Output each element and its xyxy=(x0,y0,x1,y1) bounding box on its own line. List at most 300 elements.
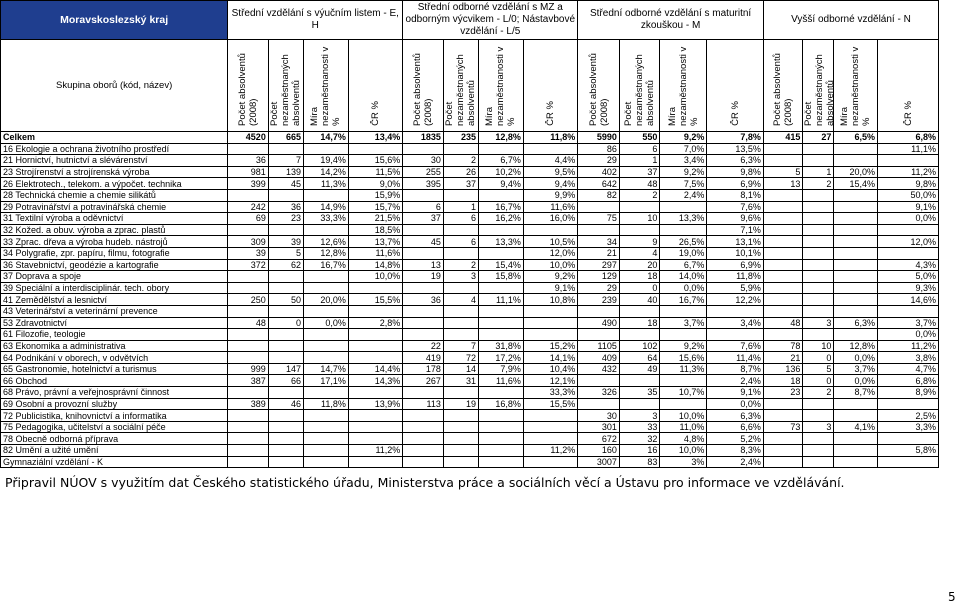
table-cell xyxy=(443,456,478,468)
table-cell: 1835 xyxy=(403,132,444,144)
table-cell: 3,4% xyxy=(707,317,764,329)
table-cell xyxy=(268,456,303,468)
row-label: 36 Stavebnictví, geodézie a kartografie xyxy=(1,259,228,271)
table-cell xyxy=(660,329,707,341)
table-cell xyxy=(834,433,878,445)
table-cell xyxy=(523,433,577,445)
table-cell xyxy=(878,224,939,236)
table-cell: 250 xyxy=(228,294,269,306)
table-cell: 45 xyxy=(403,236,444,248)
table-cell: 6,5% xyxy=(834,132,878,144)
table-cell: 37 xyxy=(443,178,478,190)
table-cell: 23 xyxy=(763,387,802,399)
row-label: 28 Technická chemie a chemie silikátů xyxy=(1,189,228,201)
table-cell: 7,0% xyxy=(660,143,707,155)
table-cell: 7,6% xyxy=(707,201,764,213)
table-cell: 18,5% xyxy=(348,224,402,236)
table-cell: 10,7% xyxy=(660,387,707,399)
table-cell: 3,8% xyxy=(878,352,939,364)
group-header-l: Střední odborné vzdělání s MZ a odborným výcvikem - L/0; Nástavbové vzdělání - L/5 xyxy=(403,1,578,40)
table-cell: 10 xyxy=(619,213,660,225)
table-cell: 26,5% xyxy=(660,236,707,248)
table-row xyxy=(1,363,939,375)
table-cell xyxy=(304,445,349,457)
table-cell: 73 xyxy=(763,421,802,433)
table-cell: 5,9% xyxy=(707,282,764,294)
table-cell: 301 xyxy=(578,421,620,433)
table-cell xyxy=(443,317,478,329)
table-cell xyxy=(834,247,878,259)
table-cell xyxy=(803,189,834,201)
table-cell: 11,4% xyxy=(707,352,764,364)
table-cell: 6,8% xyxy=(878,375,939,387)
table-cell: 14 xyxy=(443,363,478,375)
row-label: 75 Pedagogika, učitelství a sociální péče xyxy=(1,421,228,433)
row-label: 31 Textilní výroba a oděvnictví xyxy=(1,213,228,225)
table-cell xyxy=(443,421,478,433)
table-cell: 665 xyxy=(268,132,303,144)
table-cell: 6,9% xyxy=(707,178,764,190)
column-header-n-cr xyxy=(878,40,939,132)
table-cell: 9,2% xyxy=(660,340,707,352)
row-label: Celkem xyxy=(1,132,228,144)
table-cell: 8,7% xyxy=(834,387,878,399)
table-row xyxy=(1,305,939,317)
table-cell: 2,5% xyxy=(878,410,939,422)
table-cell: 11,3% xyxy=(304,178,349,190)
table-cell xyxy=(803,398,834,410)
column-header-eh-cr xyxy=(348,40,402,132)
table-cell xyxy=(803,305,834,317)
table-cell xyxy=(268,410,303,422)
table-row xyxy=(1,352,939,364)
table-cell xyxy=(443,189,478,201)
table-row xyxy=(1,282,939,294)
table-cell: 9,0% xyxy=(348,178,402,190)
table-cell: 8,9% xyxy=(878,387,939,399)
table-cell: 62 xyxy=(268,259,303,271)
table-cell xyxy=(228,340,269,352)
table-cell: 10,5% xyxy=(523,236,577,248)
table-cell: 7 xyxy=(443,340,478,352)
table-cell xyxy=(304,329,349,341)
table-cell: 9,1% xyxy=(523,282,577,294)
table-cell xyxy=(443,387,478,399)
table-cell: 11,2% xyxy=(878,340,939,352)
table-cell xyxy=(403,247,444,259)
table-cell xyxy=(228,352,269,364)
table-cell: 4,7% xyxy=(878,363,939,375)
row-label: 65 Gastronomie, hotelnictví a turismus xyxy=(1,363,228,375)
table-cell xyxy=(578,224,620,236)
table-cell: 3,7% xyxy=(834,363,878,375)
table-cell: 13,3% xyxy=(479,236,524,248)
table-cell xyxy=(878,155,939,167)
table-cell xyxy=(268,143,303,155)
table-cell: 48 xyxy=(763,317,802,329)
table-cell: 12,8% xyxy=(304,247,349,259)
row-label: 68 Právo, právní a veřejnosprávní činnost xyxy=(1,387,228,399)
table-cell: 9,6% xyxy=(707,213,764,225)
table-cell: 2,8% xyxy=(348,317,402,329)
table-cell xyxy=(619,224,660,236)
table-cell: 6,3% xyxy=(707,155,764,167)
table-row xyxy=(1,317,939,329)
table-cell xyxy=(479,143,524,155)
table-cell xyxy=(403,329,444,341)
table-cell: 3007 xyxy=(578,456,620,468)
column-header-label: Počet absolventů (2008) xyxy=(772,53,795,126)
table-cell: 86 xyxy=(578,143,620,155)
header-row-groups xyxy=(1,1,939,40)
table-cell: 14,9% xyxy=(304,201,349,213)
table-cell: 9,3% xyxy=(878,282,939,294)
table-cell: 2,4% xyxy=(660,189,707,201)
table-cell: 490 xyxy=(578,317,620,329)
column-header-label: Míra nezaměstnanosti v % xyxy=(839,46,873,126)
table-cell xyxy=(803,259,834,271)
column-header-label: Počet nezaměstnaných absolventů xyxy=(444,54,478,126)
table-cell: 297 xyxy=(578,259,620,271)
table-cell: 16,8% xyxy=(479,398,524,410)
table-cell xyxy=(803,445,834,457)
table-cell: 432 xyxy=(578,363,620,375)
table-cell xyxy=(619,375,660,387)
table-cell: 6,7% xyxy=(660,259,707,271)
table-cell xyxy=(228,282,269,294)
table-cell xyxy=(763,410,802,422)
table-cell: 6,3% xyxy=(834,317,878,329)
table-cell: 3 xyxy=(443,271,478,283)
table-cell: 389 xyxy=(228,398,269,410)
table-cell xyxy=(228,305,269,317)
table-cell xyxy=(228,456,269,468)
table-cell xyxy=(403,317,444,329)
table-cell: 19 xyxy=(443,398,478,410)
row-label: 82 Umění a užité umění xyxy=(1,445,228,457)
column-header-m-cr xyxy=(707,40,764,132)
table-cell xyxy=(443,410,478,422)
table-cell: 7 xyxy=(268,155,303,167)
table-cell: 13,3% xyxy=(660,213,707,225)
table-cell: 15,7% xyxy=(348,201,402,213)
table-cell xyxy=(228,189,269,201)
table-cell xyxy=(763,398,802,410)
table-cell xyxy=(479,305,524,317)
table-cell xyxy=(443,445,478,457)
table-row xyxy=(1,247,939,259)
table-cell xyxy=(578,398,620,410)
table-cell xyxy=(403,433,444,445)
table-cell: 46 xyxy=(268,398,303,410)
table-cell: 13,1% xyxy=(707,236,764,248)
table-cell xyxy=(834,259,878,271)
table-cell xyxy=(803,456,834,468)
table-cell: 3,3% xyxy=(878,421,939,433)
table-cell xyxy=(268,189,303,201)
table-cell xyxy=(803,224,834,236)
column-header-l-mira xyxy=(479,40,524,132)
column-header-label: Počet nezaměstnaných absolventů xyxy=(269,54,303,126)
table-cell: 5,0% xyxy=(878,271,939,283)
table-cell: 27 xyxy=(803,132,834,144)
table-cell xyxy=(834,329,878,341)
column-header-m-nezamestnani xyxy=(619,40,660,132)
table-cell: 10,8% xyxy=(523,294,577,306)
source-note: Připravil NÚOV s využitím dat Českého statistického úřadu, Ministerstva práce a sociálních věcí a Ústavu pro informace ve vzdělávání. xyxy=(5,475,845,490)
column-header-eh-nezamestnani xyxy=(268,40,303,132)
table-row xyxy=(1,236,939,248)
table-cell: 11,3% xyxy=(660,363,707,375)
table-cell: 36 xyxy=(268,201,303,213)
table-cell: 20,0% xyxy=(304,294,349,306)
table-cell xyxy=(763,433,802,445)
table-cell: 8,3% xyxy=(707,445,764,457)
table-cell: 2 xyxy=(443,155,478,167)
table-cell: 136 xyxy=(763,363,802,375)
table-cell: 29 xyxy=(578,155,620,167)
table-cell: 139 xyxy=(268,166,303,178)
column-header-l-absolventi xyxy=(403,40,444,132)
table-row xyxy=(1,271,939,283)
table-cell xyxy=(763,329,802,341)
table-cell: 399 xyxy=(228,178,269,190)
column-header-label: Míra nezaměstnanosti v % xyxy=(309,46,343,126)
table-cell xyxy=(834,445,878,457)
table-cell: 30 xyxy=(403,155,444,167)
table-cell: 7,1% xyxy=(707,224,764,236)
table-cell: 37 xyxy=(619,166,660,178)
table-cell: 12,8% xyxy=(479,132,524,144)
table-cell xyxy=(834,305,878,317)
table-cell: 4,4% xyxy=(523,155,577,167)
column-header-label: Míra nezaměstnanosti v % xyxy=(484,46,518,126)
table-cell: 15,8% xyxy=(479,271,524,283)
table-cell xyxy=(763,445,802,457)
column-header-label: ČR % xyxy=(902,101,914,126)
table-cell xyxy=(228,410,269,422)
table-cell xyxy=(803,247,834,259)
column-header-label: Počet nezaměstnaných absolventů xyxy=(803,54,837,126)
table-cell: 9,1% xyxy=(878,201,939,213)
table-cell: 129 xyxy=(578,271,620,283)
table-cell: 19,0% xyxy=(660,247,707,259)
table-cell: 6 xyxy=(619,143,660,155)
table-cell xyxy=(304,282,349,294)
table-cell: 10,1% xyxy=(707,247,764,259)
table-cell xyxy=(348,305,402,317)
table-row xyxy=(1,166,939,178)
table-cell: 13,4% xyxy=(348,132,402,144)
table-row xyxy=(1,259,939,271)
table-row xyxy=(1,375,939,387)
table-cell: 4,3% xyxy=(878,259,939,271)
table-cell xyxy=(304,224,349,236)
column-header-m-mira xyxy=(660,40,707,132)
table-row xyxy=(1,132,939,144)
table-cell: 64 xyxy=(619,352,660,364)
table-cell xyxy=(803,155,834,167)
table-cell xyxy=(228,143,269,155)
table-cell xyxy=(304,340,349,352)
table-cell: 10 xyxy=(803,340,834,352)
table-cell: 5,2% xyxy=(707,433,764,445)
row-label: 43 Veterinářství a veterinární prevence xyxy=(1,305,228,317)
table-cell: 402 xyxy=(578,166,620,178)
row-label: 16 Ekologie a ochrana životního prostředí xyxy=(1,143,228,155)
table-cell: 72 xyxy=(443,352,478,364)
table-cell xyxy=(803,143,834,155)
table-cell: 255 xyxy=(403,166,444,178)
table-cell xyxy=(660,398,707,410)
table-cell: 4 xyxy=(443,294,478,306)
table-cell xyxy=(763,247,802,259)
column-header-m-absolventi xyxy=(578,40,620,132)
table-cell xyxy=(763,213,802,225)
table-cell: 83 xyxy=(619,456,660,468)
row-label: 69 Osobní a provozní služby xyxy=(1,398,228,410)
table-cell xyxy=(523,421,577,433)
table-cell: 31 xyxy=(443,375,478,387)
table-cell xyxy=(403,143,444,155)
table-cell: 0 xyxy=(619,282,660,294)
table-cell: 178 xyxy=(403,363,444,375)
table-cell xyxy=(403,445,444,457)
table-cell xyxy=(348,456,402,468)
table-cell xyxy=(523,410,577,422)
table-cell: 239 xyxy=(578,294,620,306)
table-cell xyxy=(834,282,878,294)
table-cell xyxy=(523,329,577,341)
table-cell: 48 xyxy=(619,178,660,190)
table-cell xyxy=(268,329,303,341)
table-cell xyxy=(228,421,269,433)
table-cell: 20,0% xyxy=(834,166,878,178)
table-cell: 11,6% xyxy=(523,201,577,213)
table-cell: 50 xyxy=(268,294,303,306)
table-cell: 395 xyxy=(403,178,444,190)
table-cell xyxy=(479,189,524,201)
table-cell: 6 xyxy=(443,236,478,248)
table-cell: 18 xyxy=(619,317,660,329)
table-cell: 14,1% xyxy=(523,352,577,364)
table-cell xyxy=(578,201,620,213)
table-cell: 6 xyxy=(443,213,478,225)
table-cell: 14,7% xyxy=(304,132,349,144)
table-cell: 33,3% xyxy=(523,387,577,399)
row-label: 37 Doprava a spoje xyxy=(1,271,228,283)
table-cell xyxy=(619,329,660,341)
table-cell: 69 xyxy=(228,213,269,225)
table-cell xyxy=(443,247,478,259)
table-cell: 0,0% xyxy=(660,282,707,294)
table-cell xyxy=(443,305,478,317)
table-cell xyxy=(443,282,478,294)
table-cell xyxy=(479,329,524,341)
table-cell xyxy=(878,456,939,468)
table-cell: 3 xyxy=(803,317,834,329)
table-cell xyxy=(479,433,524,445)
column-header-eh-absolventi xyxy=(228,40,269,132)
table-cell xyxy=(803,294,834,306)
table-cell: 11,1% xyxy=(479,294,524,306)
table-cell: 0,0% xyxy=(878,213,939,225)
table-cell: 11,6% xyxy=(479,375,524,387)
table-cell xyxy=(479,410,524,422)
table-cell xyxy=(763,271,802,283)
table-cell: 1 xyxy=(443,201,478,213)
table-row xyxy=(1,421,939,433)
table-cell xyxy=(707,305,764,317)
table-cell: 12,0% xyxy=(878,236,939,248)
table-cell xyxy=(619,398,660,410)
table-cell xyxy=(268,352,303,364)
table-cell: 21,5% xyxy=(348,213,402,225)
table-cell: 15,2% xyxy=(523,340,577,352)
table-cell: 4,1% xyxy=(834,421,878,433)
table-cell xyxy=(763,294,802,306)
row-label: 39 Speciální a interdisciplinár. tech. obory xyxy=(1,282,228,294)
table-cell: 4 xyxy=(619,247,660,259)
row-label: 26 Elektrotech., telekom. a výpočet. technika xyxy=(1,178,228,190)
table-cell xyxy=(348,329,402,341)
table-cell: 10,0% xyxy=(660,410,707,422)
table-cell: 981 xyxy=(228,166,269,178)
table-cell xyxy=(834,456,878,468)
table-cell xyxy=(228,433,269,445)
table-cell: 11,2% xyxy=(878,166,939,178)
table-cell: 267 xyxy=(403,375,444,387)
table-cell xyxy=(803,236,834,248)
group-header-n: Vyšší odborné vzdělání - N xyxy=(763,1,938,40)
table-cell: 34 xyxy=(578,236,620,248)
table-cell xyxy=(834,189,878,201)
table-row xyxy=(1,294,939,306)
table-cell: 13,9% xyxy=(348,398,402,410)
table-cell xyxy=(803,329,834,341)
table-cell: 9,4% xyxy=(479,178,524,190)
table-cell: 11,6% xyxy=(348,247,402,259)
table-cell xyxy=(660,375,707,387)
table-cell: 6,9% xyxy=(707,259,764,271)
table-cell: 3,7% xyxy=(878,317,939,329)
table-cell xyxy=(834,143,878,155)
table-cell: 39 xyxy=(228,247,269,259)
table-cell: 12,6% xyxy=(304,236,349,248)
table-cell: 9,8% xyxy=(707,166,764,178)
table-cell: 31,8% xyxy=(479,340,524,352)
table-cell: 14,8% xyxy=(348,259,402,271)
table-cell: 113 xyxy=(403,398,444,410)
row-label: 53 Zdravotnictví xyxy=(1,317,228,329)
table-cell: 5 xyxy=(763,166,802,178)
table-cell xyxy=(304,421,349,433)
table-cell xyxy=(578,329,620,341)
table-cell: 36 xyxy=(403,294,444,306)
table-cell xyxy=(479,387,524,399)
table-cell xyxy=(523,456,577,468)
table-cell: 18 xyxy=(619,271,660,283)
table-cell: 45 xyxy=(268,178,303,190)
table-cell: 242 xyxy=(228,201,269,213)
table-cell: 8,1% xyxy=(707,189,764,201)
table-cell: 4520 xyxy=(228,132,269,144)
table-cell xyxy=(443,329,478,341)
table-cell: 14,0% xyxy=(660,271,707,283)
table-cell xyxy=(268,224,303,236)
table-cell xyxy=(479,456,524,468)
row-label: 63 Ekonomika a administrativa xyxy=(1,340,228,352)
